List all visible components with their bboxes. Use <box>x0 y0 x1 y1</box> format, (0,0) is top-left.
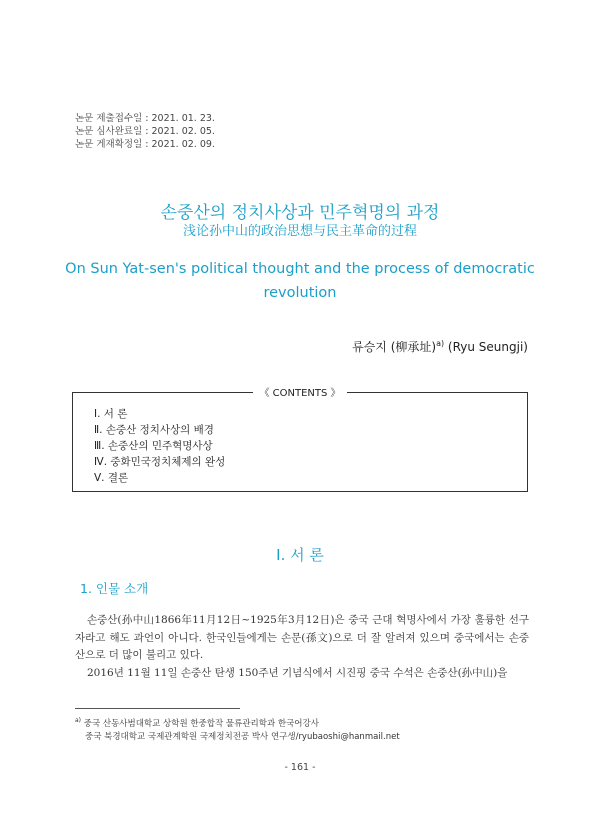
toc-item: Ⅴ. 결론 <box>94 472 129 484</box>
toc-item: Ⅰ. 서 론 <box>94 408 128 420</box>
author-mark: a) <box>436 339 445 348</box>
section-heading: Ⅰ. 서 론 <box>276 546 324 564</box>
footnote-mark: a) <box>75 717 82 724</box>
sub-heading: 1. 인물 소개 <box>80 581 149 596</box>
submission-dates <box>75 112 215 151</box>
toc-item: Ⅲ. 손중산의 민주혁명사상 <box>94 440 213 452</box>
page-number: - 161 - <box>284 762 316 773</box>
date-received: 논문 제출접수일 : 2021. 01. 23. <box>75 113 215 124</box>
body-text <box>75 612 529 682</box>
author <box>352 338 528 355</box>
title-korean: 손중산의 정치사상과 민주혁명의 과정 <box>160 203 440 223</box>
toc-item: Ⅱ. 손중산 정치사상의 배경 <box>94 424 214 436</box>
paragraph: 손중산(孙中山1866年11月12日~1925年3月12日)은 중국 근대 혁명사에서 가장 훌륭한 선구자라고 해도 과언이 아니다. 한국인들에게는 손문(孫文)으로 더 잘 알려져 있으며 중국에서는 손중산으로 더 많이 불리고 있다. <box>75 614 529 661</box>
table-of-contents <box>94 406 225 486</box>
title-chinese: 浅论孙中山的政治思想与民主革命的过程 <box>182 224 417 239</box>
footnote-rule <box>75 708 240 709</box>
author-name-en: (Ryu Seungji) <box>444 340 528 354</box>
contents-label: 《 CONTENTS 》 <box>0 384 600 399</box>
author-name: 류승지 (柳承址) <box>352 340 437 354</box>
paragraph: 2016년 11월 11일 손중산 탄생 150주년 기념식에서 시진핑 중국 수석은 손중산(孙中山)을 <box>87 666 508 679</box>
toc-item: Ⅳ. 중화민국정치체제의 완성 <box>94 456 226 468</box>
footnote-line-1: 중국 산동사범대학교 상학원 한중합작 물류관리학과 한국어강사 <box>81 718 319 729</box>
footnote <box>75 714 400 744</box>
title-english: On Sun Yat-sen's political thought and the process of democratic revolution <box>65 261 535 301</box>
date-accepted: 논문 게재확정일 : 2021. 02. 09. <box>75 139 215 150</box>
date-reviewed: 논문 심사완료일 : 2021. 02. 05. <box>75 126 215 137</box>
footnote-line-2: 중국 북경대학교 국제관계학원 국제정치전공 박사 연구생/ryubaoshi@hanmail.net <box>85 731 400 742</box>
